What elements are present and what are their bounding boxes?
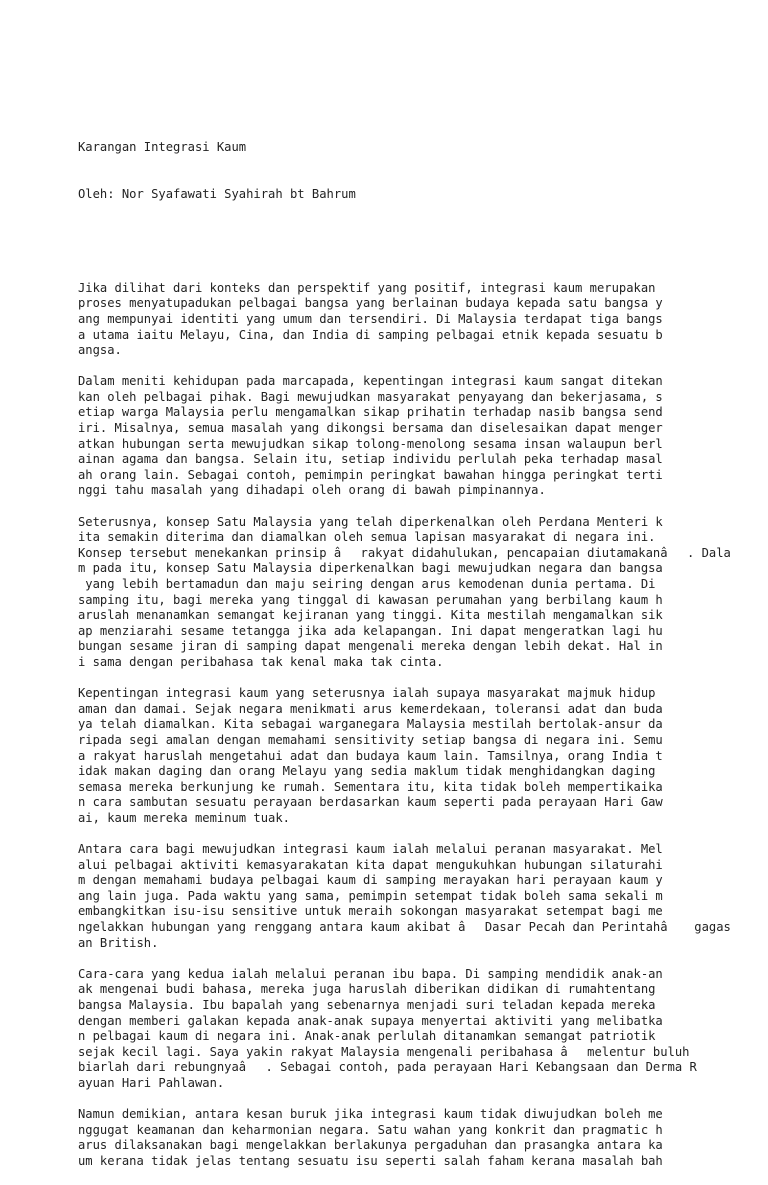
paragraph-line: bungan sesame jiran di samping dapat mengenali mereka dengan lebih dekat. Hal in bbox=[78, 639, 663, 654]
paragraph-line: arus dilaksanakan bagi mengelakkan berlakunya pergaduhan dan prasangka antara ka bbox=[78, 1138, 663, 1153]
paragraph-line: ya telah diamalkan. Kita sebagai warganegara Malaysia mestilah bertolak-ansur da bbox=[78, 717, 663, 732]
paragraph-line: alui pelbagai aktiviti kemasyarakatan kita dapat mengukuhkan hubungan silaturahi bbox=[78, 857, 663, 872]
paragraph-line: iri. Misalnya, semua masalah yang dikongsi bersama dan diselesaikan dapat menger bbox=[78, 421, 663, 436]
paragraph-line: aman dan damai. Sejak negara menikmati arus kemerdekaan, toleransi adat dan buda bbox=[78, 701, 663, 716]
paragraph-spacer bbox=[78, 671, 768, 687]
document-author: Oleh: Nor Syafawati Syahirah bt Bahrum bbox=[78, 187, 356, 202]
paragraph-line: proses menyatupadukan pelbagai bangsa yang berlainan budaya kepada satu bangsa y bbox=[78, 296, 663, 311]
paragraph-line: Namun demikian, antara kesan buruk jika integrasi kaum tidak diwujudkan boleh me bbox=[78, 1107, 663, 1122]
paragraph bbox=[78, 686, 768, 826]
paragraph-line: bangsa Malaysia. Ibu bapalah yang sebenarnya menjadi suri teladan kepada mereka bbox=[78, 998, 656, 1013]
paragraph bbox=[78, 842, 768, 951]
paragraph-line: atkan hubungan serta mewujudkan sikap tolong-menolong sesama insan walaupun berl bbox=[78, 436, 663, 451]
paragraph-line: a rakyat haruslah mengetahui adat dan budaya kaum lain. Tamsilnya, orang India t bbox=[78, 748, 663, 763]
paragraph-line: ripada segi amalan dengan memahami sensitivity setiap bangsa di negara ini. Semu bbox=[78, 732, 663, 747]
paragraph bbox=[78, 1107, 768, 1169]
paragraph-line: ap menziarahi sesame tetangga jika ada kelapangan. Ini dapat mengeratkan lagi hu bbox=[78, 623, 663, 638]
paragraph-line: idak makan daging dan orang Melayu yang sedia maklum tidak menghidangkan daging bbox=[78, 764, 656, 779]
paragraph-line: angsa. bbox=[78, 343, 122, 358]
paragraph-line: Seterusnya, konsep Satu Malaysia yang telah diperkenalkan oleh Perdana Menteri k bbox=[78, 514, 663, 529]
paragraph-line: a utama iaitu Melayu, Cina, dan India di samping pelbagai etnik kepada sesuatu b bbox=[78, 327, 663, 342]
paragraph bbox=[78, 281, 768, 359]
paragraph-line: an British. bbox=[78, 935, 159, 950]
paragraph-line: Cara-cara yang kedua ialah melalui peranan ibu bapa. Di samping mendidik anak-an bbox=[78, 966, 663, 981]
paragraph-line: ainan agama dan bangsa. Selain itu, setiap individu perlulah peka terhadap masal bbox=[78, 452, 663, 467]
paragraph-line: i sama dengan peribahasa tak kenal maka tak cinta. bbox=[78, 654, 444, 669]
document-body bbox=[78, 78, 768, 1185]
paragraph-line: m pada itu, konsep Satu Malaysia diperkenalkan bagi mewujudkan negara dan bangsa bbox=[78, 561, 663, 576]
paragraph-line: Jika dilihat dari konteks dan perspektif yang positif, integrasi kaum merupakan bbox=[78, 280, 656, 295]
paragraph-line: samping itu, bagi mereka yang tinggal di kawasan perumahan yang berbilang kaum h bbox=[78, 592, 663, 607]
paragraph-line: Konsep tersebut menekankan prinsip ârakyat didahulukan, pencapaian diutamakanâ. Dala bbox=[78, 545, 731, 560]
document-title: Karangan Integrasi Kaum bbox=[78, 140, 247, 155]
paragraph-line: nggi tahu masalah yang dihadapi oleh orang di bawah pimpinannya. bbox=[78, 483, 546, 498]
paragraph-line: ngelakkan hubungan yang renggang antara kaum akibat âDasar Pecah dan Perintahâ gagas bbox=[78, 920, 731, 935]
paragraph bbox=[78, 515, 768, 671]
paragraph-line: aruslah menanamkan semangat kejiranan yang tinggi. Kita mestilah mengamalkan sik bbox=[78, 608, 663, 623]
paragraph-line: n pelbagai kaum di negara ini. Anak-anak perlulah ditanamkan semangat patriotik bbox=[78, 1029, 656, 1044]
paragraph-line: ita semakin diterima dan diamalkan oleh semua lapisan masyarakat di negara ini. bbox=[78, 530, 656, 545]
paragraph-line: Antara cara bagi mewujudkan integrasi kaum ialah melalui peranan masyarakat. Mel bbox=[78, 842, 663, 857]
paragraph-line: sejak kecil lagi. Saya yakin rakyat Malaysia mengenali peribahasa âmelentur buluh bbox=[78, 1044, 690, 1059]
essay-paragraphs bbox=[78, 265, 768, 1169]
paragraph-spacer bbox=[78, 1092, 768, 1108]
paragraph-line: semasa mereka berkunjung ke rumah. Sementara itu, kita tidak boleh mempertikaika bbox=[78, 779, 663, 794]
paragraph-spacer bbox=[78, 265, 768, 281]
paragraph-line: dengan memberi galakan kepada anak-anak supaya menyertai aktiviti yang melibatka bbox=[78, 1013, 663, 1028]
paragraph-spacer bbox=[78, 499, 768, 515]
paragraph-line: m dengan memahami budaya pelbagai kaum di samping merayakan hari perayaan kaum y bbox=[78, 873, 663, 888]
paragraph-line: biarlah dari rebungnyaâ. Sebagai contoh, pada perayaan Hari Kebangsaan dan Derma R bbox=[78, 1060, 697, 1075]
paragraph-line: ak mengenai budi bahasa, mereka juga haruslah diberikan didikan di rumahtentang bbox=[78, 982, 656, 997]
paragraph-line: n cara sambutan sesuatu perayaan berdasarkan kaum seperti pada perayaan Hari Gaw bbox=[78, 795, 663, 810]
paragraph-line: ang mempunyai identiti yang umum dan tersendiri. Di Malaysia terdapat tiga bangs bbox=[78, 311, 663, 326]
paragraph-line: yang lebih bertamadun dan maju seiring dengan arus kemodenan dunia pertama. Di bbox=[78, 577, 656, 591]
paragraph-line: ang lain juga. Pada waktu yang sama, pemimpin setempat tidak boleh sama sekali m bbox=[78, 888, 663, 903]
paragraph bbox=[78, 967, 768, 1092]
document-header bbox=[78, 109, 768, 234]
paragraph-spacer bbox=[78, 359, 768, 375]
paragraph-spacer bbox=[78, 827, 768, 843]
paragraph-line: Kepentingan integrasi kaum yang seterusnya ialah supaya masyarakat majmuk hidup bbox=[78, 686, 656, 701]
paragraph-spacer bbox=[78, 951, 768, 967]
paragraph-line: etiap warga Malaysia perlu mengamalkan sikap prihatin terhadap nasib bangsa send bbox=[78, 405, 663, 420]
paragraph-line: ayuan Hari Pahlawan. bbox=[78, 1076, 225, 1090]
paragraph bbox=[78, 374, 768, 499]
paragraph-line: ah orang lain. Sebagai contoh, pemimpin peringkat bawahan hingga peringkat terti bbox=[78, 467, 663, 482]
paragraph-line: Dalam meniti kehidupan pada marcapada, kepentingan integrasi kaum sangat ditekan bbox=[78, 374, 663, 389]
paragraph-line: ai, kaum mereka meminum tuak. bbox=[78, 810, 290, 825]
paragraph-line: um kerana tidak jelas tentang sesuatu isu seperti salah faham kerana masalah bah bbox=[78, 1153, 663, 1168]
paragraph-line: kan oleh pelbagai pihak. Bagi mewujudkan masyarakat penyayang dan bekerjasama, s bbox=[78, 389, 663, 404]
paragraph-line: embangkitkan isu-isu sensitive untuk meraih sokongan masyarakat setempat bagi me bbox=[78, 904, 663, 919]
paragraph-line: nggugat keamanan dan keharmonian negara. Satu wahan yang konkrit dan pragmatic h bbox=[78, 1122, 663, 1137]
